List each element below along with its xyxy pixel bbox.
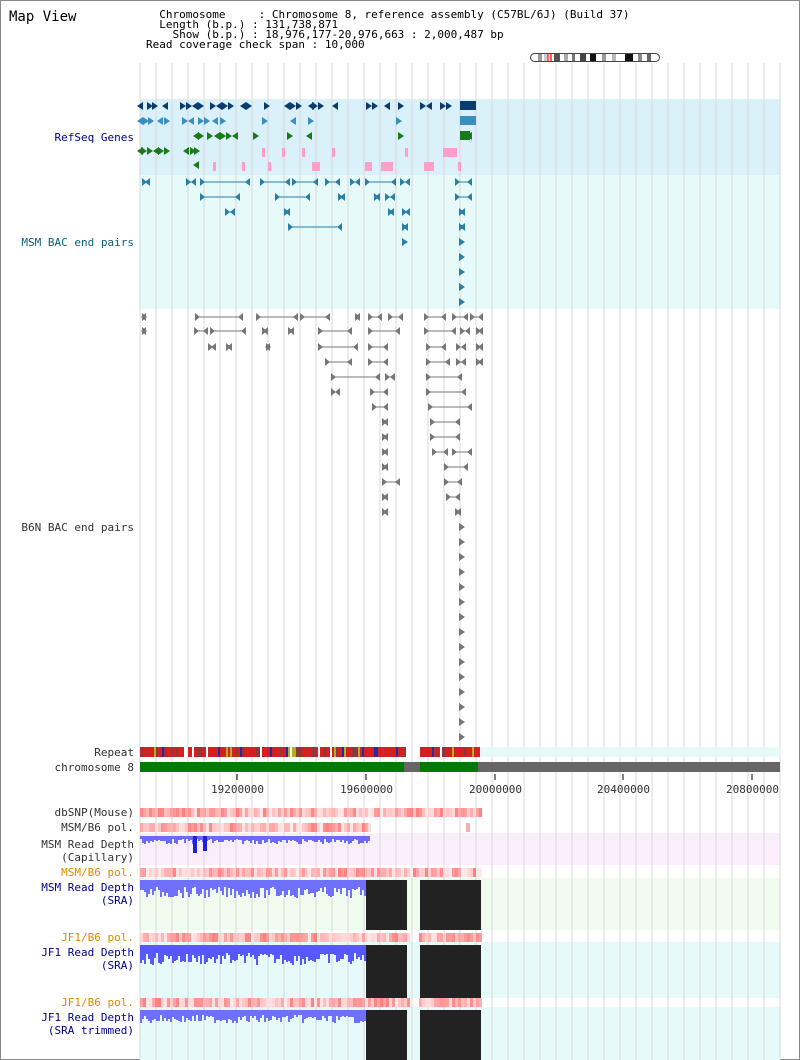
chromosome-bar-green bbox=[140, 762, 404, 772]
map-view-title: Map View bbox=[9, 9, 77, 25]
track-label-jf1-depth-sra[interactable]: JF1 Read Depth (SRA) bbox=[41, 946, 134, 972]
track-label-jf1-pol-2[interactable]: JF1/B6 pol. bbox=[61, 996, 134, 1009]
axis-tick-label: 20400000 bbox=[597, 783, 650, 796]
track-label-jf1-pol[interactable]: JF1/B6 pol. bbox=[61, 931, 134, 944]
b6n-bac-features bbox=[141, 313, 483, 741]
length-value: 131,738,871 bbox=[265, 18, 339, 31]
axis-tick-label: 20000000 bbox=[469, 783, 522, 796]
track-label-jf1-depth-trimmed[interactable]: JF1 Read Depth (SRA trimmed) bbox=[41, 1011, 134, 1037]
track-label-msm-bac[interactable]: MSM BAC end pairs bbox=[21, 236, 134, 249]
axis-tick-label: 20800000 bbox=[726, 783, 779, 796]
track-label-msm-depth-capillary[interactable]: MSM Read Depth (Capillary) bbox=[41, 838, 134, 864]
chromosome-bar-gap bbox=[404, 762, 420, 772]
show-key: Show (b.p.) bbox=[172, 28, 246, 41]
length-key: Length (b.p.) bbox=[159, 18, 246, 31]
span-value: 10,000 bbox=[324, 38, 365, 51]
track-label-b6n-bac[interactable]: B6N BAC end pairs bbox=[21, 521, 134, 534]
region-info: Chromosome : Chromosome 8, reference assembly (C57BL/6J) (Build 37) Length (b.p.) : 131,738,871 Show (b.p.) : 18,976,177-20,976,663 : 2,000,487 bp Read coverage check span : 10,000 bbox=[146, 8, 630, 51]
chromosome-bar-gray bbox=[478, 762, 780, 772]
unsequenced-gap-blocks bbox=[366, 880, 481, 1060]
show-value: 18,976,177-20,976,663 : 2,000,487 bp bbox=[265, 28, 504, 41]
span-key: Read coverage check span bbox=[146, 38, 305, 51]
chromosome-bar-green-2 bbox=[420, 762, 478, 772]
track-label-msm-pol[interactable]: MSM/B6 pol. bbox=[61, 821, 134, 834]
chromosome-key: Chromosome bbox=[159, 8, 226, 21]
axis-tick-label: 19600000 bbox=[340, 783, 393, 796]
track-label-msm-depth-sra[interactable]: MSM Read Depth (SRA) bbox=[41, 881, 134, 907]
chromosome-value: Chromosome 8, reference assembly (C57BL/6J) (Build 37) bbox=[271, 8, 630, 21]
repeat-track bbox=[140, 747, 480, 757]
track-label-chromosome: chromosome 8 bbox=[54, 761, 134, 774]
axis-tick-label: 19200000 bbox=[211, 783, 264, 796]
track-label-refseq[interactable]: RefSeq Genes bbox=[54, 131, 134, 144]
track-label-repeat: Repeat bbox=[94, 746, 134, 759]
track-label-msm-pol-2[interactable]: MSM/B6 pol. bbox=[61, 866, 134, 879]
track-label-dbsnp[interactable]: dbSNP(Mouse) bbox=[54, 806, 134, 819]
